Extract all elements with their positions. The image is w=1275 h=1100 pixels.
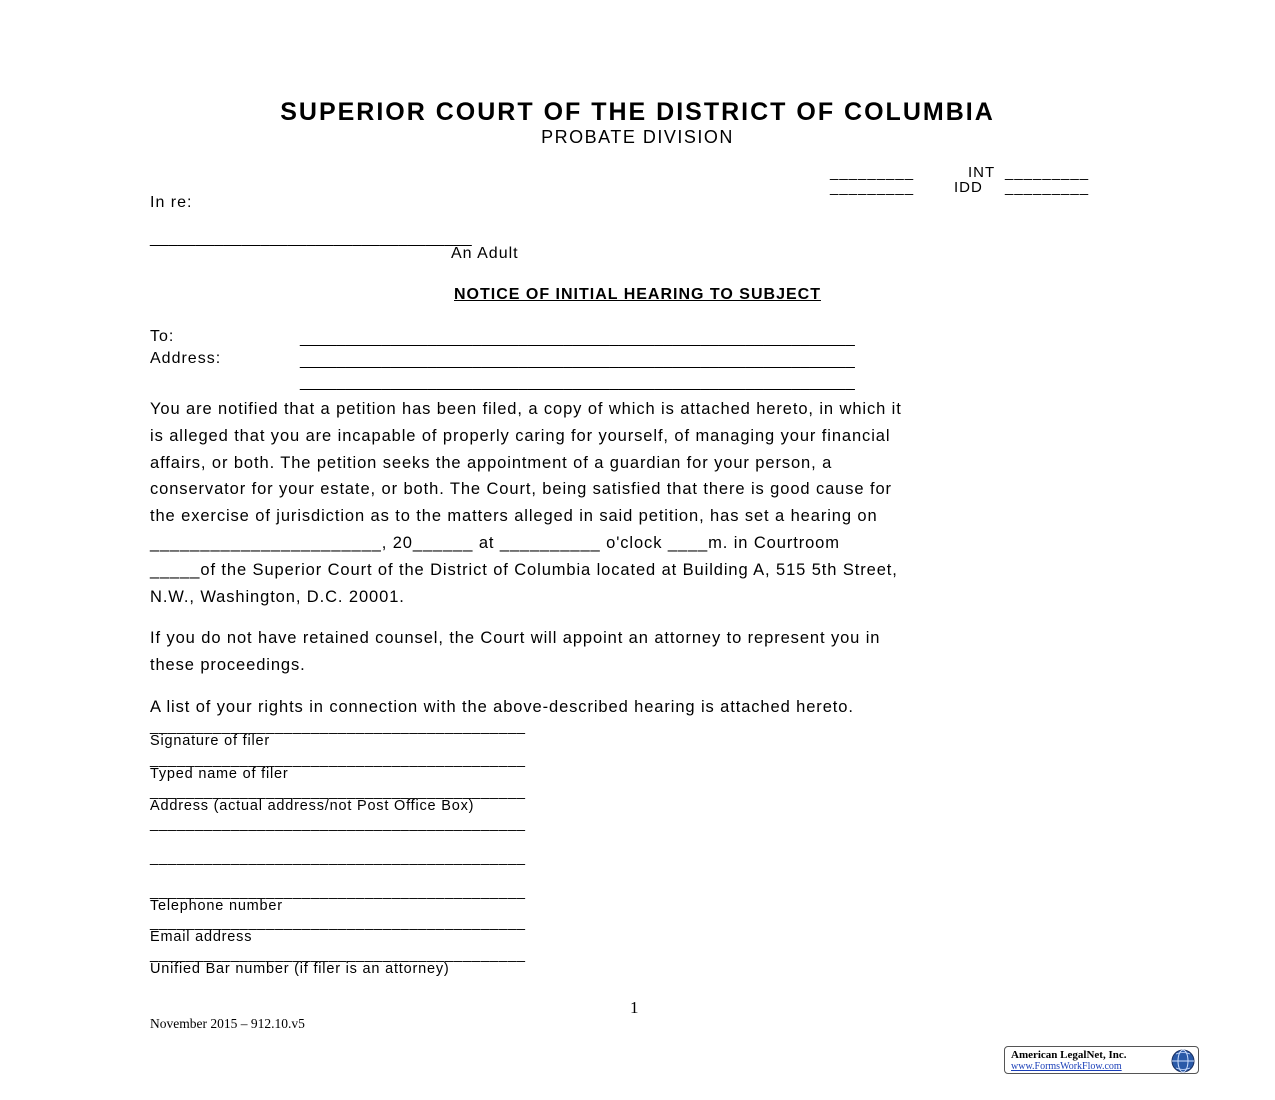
paragraph-line: affairs, or both. The petition seeks the appointment of a guardian for your person, a: [150, 453, 833, 472]
notice-paragraph: [150, 396, 1140, 610]
in-re-label: In re:: [150, 194, 193, 211]
address-line-1[interactable]: _____________________________________________________________: [300, 352, 856, 369]
typed-name-line[interactable]: __________________________________________: [150, 751, 526, 768]
paragraph-line: the exercise of jurisdiction as to the matters alleged in said petition, has set a hearing on: [150, 507, 878, 526]
hearing-date-line[interactable]: _______________________, 20______ at __________ o'clock ____m. in Courtroom: [150, 533, 840, 552]
bar-number-line[interactable]: __________________________________________: [150, 946, 526, 963]
typed-name-label: Typed name of filer: [150, 766, 289, 782]
signature-line[interactable]: __________________________________________: [150, 718, 526, 735]
globe-icon: [1170, 1048, 1196, 1074]
address-line[interactable]: __________________________________________: [150, 849, 526, 866]
telephone-label: Telephone number: [150, 898, 283, 914]
case-number-int-left[interactable]: _________: [830, 164, 915, 181]
to-label: To:: [150, 328, 175, 345]
address-line[interactable]: __________________________________________: [150, 783, 526, 800]
vendor-link[interactable]: www.FormsWorkFlow.com: [1011, 1061, 1122, 1072]
vendor-name: American LegalNet, Inc.: [1011, 1049, 1127, 1061]
paragraph-line: conservator for your estate, or both. The Court, being satisfied that there is good cause for: [150, 480, 892, 499]
paragraph-line: If you do not have retained counsel, the Court will appoint an attorney to represent you in: [150, 629, 881, 647]
bar-number-label: Unified Bar number (if filer is an attorney): [150, 961, 450, 977]
to-line[interactable]: _____________________________________________________________: [300, 330, 856, 347]
email-line[interactable]: __________________________________________: [150, 914, 526, 931]
courtroom-line[interactable]: _____of the Superior Court of the District of Columbia located at Building A, 515 5th Street,: [150, 560, 898, 579]
an-adult-label: An Adult: [451, 245, 519, 262]
paragraph-line: You are notified that a petition has been filed, a copy of which is attached hereto, in which it: [150, 400, 902, 418]
paragraph-line: N.W., Washington, D.C. 20001.: [150, 587, 405, 606]
signature-label: Signature of filer: [150, 733, 270, 749]
case-number-int-label: INT: [968, 164, 996, 181]
filer-address-label: Address (actual address/not Post Office Box): [150, 798, 475, 814]
telephone-line[interactable]: __________________________________________: [150, 883, 526, 900]
vendor-badge[interactable]: [1004, 1046, 1199, 1074]
case-number-idd-right[interactable]: _________: [1005, 179, 1090, 196]
paragraph-line: these proceedings.: [150, 655, 306, 674]
case-number-idd-left[interactable]: _________: [830, 179, 915, 196]
case-number-int-right[interactable]: _________: [1005, 164, 1090, 181]
address-label: Address:: [150, 350, 222, 367]
page-number: 1: [630, 998, 639, 1017]
address-line[interactable]: __________________________________________: [150, 815, 526, 832]
form-version: November 2015 – 912.10.v5: [150, 1016, 305, 1031]
counsel-paragraph: [150, 625, 1140, 679]
subject-name-line[interactable]: ___________________________________: [150, 230, 472, 247]
rights-paragraph: A list of your rights in connection with the above-described hearing is attached hereto.: [150, 698, 854, 716]
address-line-2[interactable]: _____________________________________________________________: [300, 374, 856, 391]
division-title: PROBATE DIVISION: [541, 127, 734, 147]
paragraph-line: is alleged that you are incapable of properly caring for yourself, of managing your financial: [150, 426, 891, 445]
court-title: SUPERIOR COURT OF THE DISTRICT OF COLUMBIA: [280, 98, 995, 126]
case-number-idd-label: IDD: [954, 179, 983, 196]
email-label: Email address: [150, 929, 253, 945]
notice-title: NOTICE OF INITIAL HEARING TO SUBJECT: [454, 286, 821, 303]
